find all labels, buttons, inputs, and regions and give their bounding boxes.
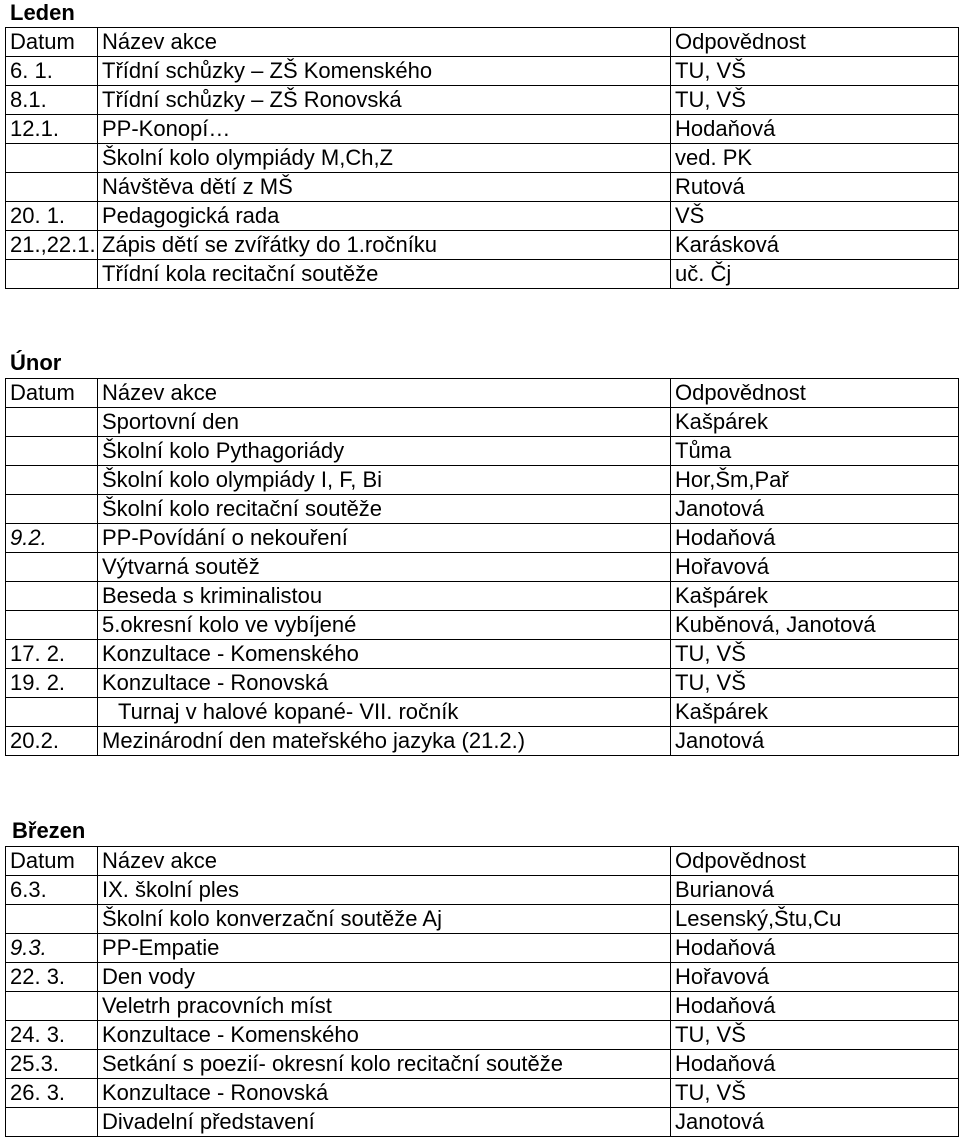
cell-name: Konzultace - Ronovská — [98, 669, 671, 698]
cell-resp: TU, VŠ — [671, 669, 959, 698]
cell-name: Den vody — [98, 963, 671, 992]
section-title-brezen: Březen — [12, 818, 86, 843]
cell-name: Školní kolo Pythagoriády — [98, 437, 671, 466]
table-header-row — [6, 28, 959, 57]
cell-resp: Hořavová — [671, 963, 959, 992]
schedule-table-brezen — [5, 846, 959, 1137]
table-row — [6, 876, 959, 905]
cell-resp: Karásková — [671, 231, 959, 260]
table-row — [6, 963, 959, 992]
section-title-leden: Leden — [10, 0, 75, 25]
cell-date: 24. 3. — [6, 1021, 98, 1050]
table-row — [6, 992, 959, 1021]
table-row — [6, 86, 959, 115]
cell-resp: Tůma — [671, 437, 959, 466]
table-row — [6, 553, 959, 582]
table-row — [6, 727, 959, 756]
cell-date: 21.,22.1. — [6, 231, 98, 260]
cell-resp: Kuběnová, Janotová — [671, 611, 959, 640]
header-date: Datum — [6, 28, 98, 57]
cell-date — [6, 992, 98, 1021]
table-row — [6, 934, 959, 963]
cell-date — [6, 144, 98, 173]
cell-name: Beseda s kriminalistou — [98, 582, 671, 611]
cell-resp: Janotová — [671, 727, 959, 756]
cell-date: 12.1. — [6, 115, 98, 144]
cell-name: PP-Povídání o nekouření — [98, 524, 671, 553]
cell-name: Mezinárodní den mateřského jazyka (21.2.) — [98, 727, 671, 756]
cell-resp: TU, VŠ — [671, 1079, 959, 1108]
cell-resp: Rutová — [671, 173, 959, 202]
table-row — [6, 495, 959, 524]
cell-date: 19. 2. — [6, 669, 98, 698]
header-resp: Odpovědnost — [671, 847, 959, 876]
table-row — [6, 698, 959, 727]
cell-name: Konzultace - Ronovská — [98, 1079, 671, 1108]
cell-resp: TU, VŠ — [671, 86, 959, 115]
table-row — [6, 1050, 959, 1079]
cell-resp: TU, VŠ — [671, 57, 959, 86]
table-row — [6, 231, 959, 260]
cell-name: Setkání s poezií- okresní kolo recitační soutěže — [98, 1050, 671, 1079]
cell-name: Sportovní den — [98, 408, 671, 437]
section-title-unor: Únor — [10, 350, 62, 375]
table-row — [6, 582, 959, 611]
cell-resp: Janotová — [671, 1108, 959, 1137]
cell-name: Konzultace - Komenského — [98, 640, 671, 669]
header-resp: Odpovědnost — [671, 379, 959, 408]
cell-resp: Hodaňová — [671, 934, 959, 963]
table-header-row — [6, 847, 959, 876]
cell-name: IX. školní ples — [98, 876, 671, 905]
header-name: Název akce — [98, 847, 671, 876]
cell-name: 5.okresní kolo ve vybíjené — [98, 611, 671, 640]
table-row — [6, 524, 959, 553]
cell-resp: VŠ — [671, 202, 959, 231]
cell-date: 9.3. — [6, 934, 98, 963]
table-row — [6, 611, 959, 640]
cell-date — [6, 260, 98, 289]
table-row — [6, 1079, 959, 1108]
cell-resp: Hodaňová — [671, 115, 959, 144]
cell-resp: Hor,Šm,Pař — [671, 466, 959, 495]
table-row — [6, 144, 959, 173]
cell-date — [6, 582, 98, 611]
cell-date: 17. 2. — [6, 640, 98, 669]
cell-name: Školní kolo olympiády M,Ch,Z — [98, 144, 671, 173]
cell-name: Třídní kola recitační soutěže — [98, 260, 671, 289]
cell-name: Třídní schůzky – ZŠ Ronovská — [98, 86, 671, 115]
cell-date: 6. 1. — [6, 57, 98, 86]
cell-date — [6, 905, 98, 934]
table-row — [6, 408, 959, 437]
cell-resp: Hodaňová — [671, 1050, 959, 1079]
cell-name: Pedagogická rada — [98, 202, 671, 231]
cell-date: 8.1. — [6, 86, 98, 115]
header-name: Název akce — [98, 379, 671, 408]
cell-name: Turnaj v halové kopané- VII. ročník — [98, 698, 671, 727]
header-resp: Odpovědnost — [671, 28, 959, 57]
cell-date: 9.2. — [6, 524, 98, 553]
cell-date — [6, 173, 98, 202]
cell-resp: Hořavová — [671, 553, 959, 582]
schedule-table-unor — [5, 378, 959, 756]
table-row — [6, 115, 959, 144]
cell-date — [6, 1108, 98, 1137]
cell-name: Návštěva dětí z MŠ — [98, 173, 671, 202]
cell-date: 6.3. — [6, 876, 98, 905]
table-row — [6, 640, 959, 669]
cell-date: 22. 3. — [6, 963, 98, 992]
cell-resp: Burianová — [671, 876, 959, 905]
cell-name: Školní kolo konverzační soutěže Aj — [98, 905, 671, 934]
cell-resp: Hodaňová — [671, 992, 959, 1021]
cell-name: Školní kolo olympiády I, F, Bi — [98, 466, 671, 495]
cell-name: Školní kolo recitační soutěže — [98, 495, 671, 524]
table-row — [6, 1021, 959, 1050]
cell-resp: uč. Čj — [671, 260, 959, 289]
cell-resp: ved. PK — [671, 144, 959, 173]
schedule-table-leden — [5, 27, 959, 289]
cell-date: 20. 1. — [6, 202, 98, 231]
table-row — [6, 437, 959, 466]
header-date: Datum — [6, 379, 98, 408]
cell-date — [6, 466, 98, 495]
table-row — [6, 260, 959, 289]
cell-resp: Kašpárek — [671, 698, 959, 727]
header-name: Název akce — [98, 28, 671, 57]
cell-date — [6, 495, 98, 524]
cell-date — [6, 437, 98, 466]
cell-date — [6, 611, 98, 640]
cell-name: Divadelní představení — [98, 1108, 671, 1137]
table-row — [6, 57, 959, 86]
cell-date: 20.2. — [6, 727, 98, 756]
table-row — [6, 905, 959, 934]
table-row — [6, 1108, 959, 1137]
table-row — [6, 202, 959, 231]
cell-name: Třídní schůzky – ZŠ Komenského — [98, 57, 671, 86]
cell-name: Konzultace - Komenského — [98, 1021, 671, 1050]
cell-date — [6, 408, 98, 437]
cell-name: Zápis dětí se zvířátky do 1.ročníku — [98, 231, 671, 260]
cell-name: Výtvarná soutěž — [98, 553, 671, 582]
header-date: Datum — [6, 847, 98, 876]
cell-date: 26. 3. — [6, 1079, 98, 1108]
cell-name: Veletrh pracovních míst — [98, 992, 671, 1021]
cell-resp: TU, VŠ — [671, 1021, 959, 1050]
cell-name: PP-Konopí… — [98, 115, 671, 144]
cell-resp: Kašpárek — [671, 408, 959, 437]
cell-date — [6, 553, 98, 582]
cell-name: PP-Empatie — [98, 934, 671, 963]
table-row — [6, 173, 959, 202]
cell-resp: Kašpárek — [671, 582, 959, 611]
table-row — [6, 669, 959, 698]
table-header-row — [6, 379, 959, 408]
cell-resp: TU, VŠ — [671, 640, 959, 669]
cell-date — [6, 698, 98, 727]
cell-resp: Lesenský,Štu,Cu — [671, 905, 959, 934]
cell-resp: Janotová — [671, 495, 959, 524]
cell-resp: Hodaňová — [671, 524, 959, 553]
table-row — [6, 466, 959, 495]
cell-date: 25.3. — [6, 1050, 98, 1079]
